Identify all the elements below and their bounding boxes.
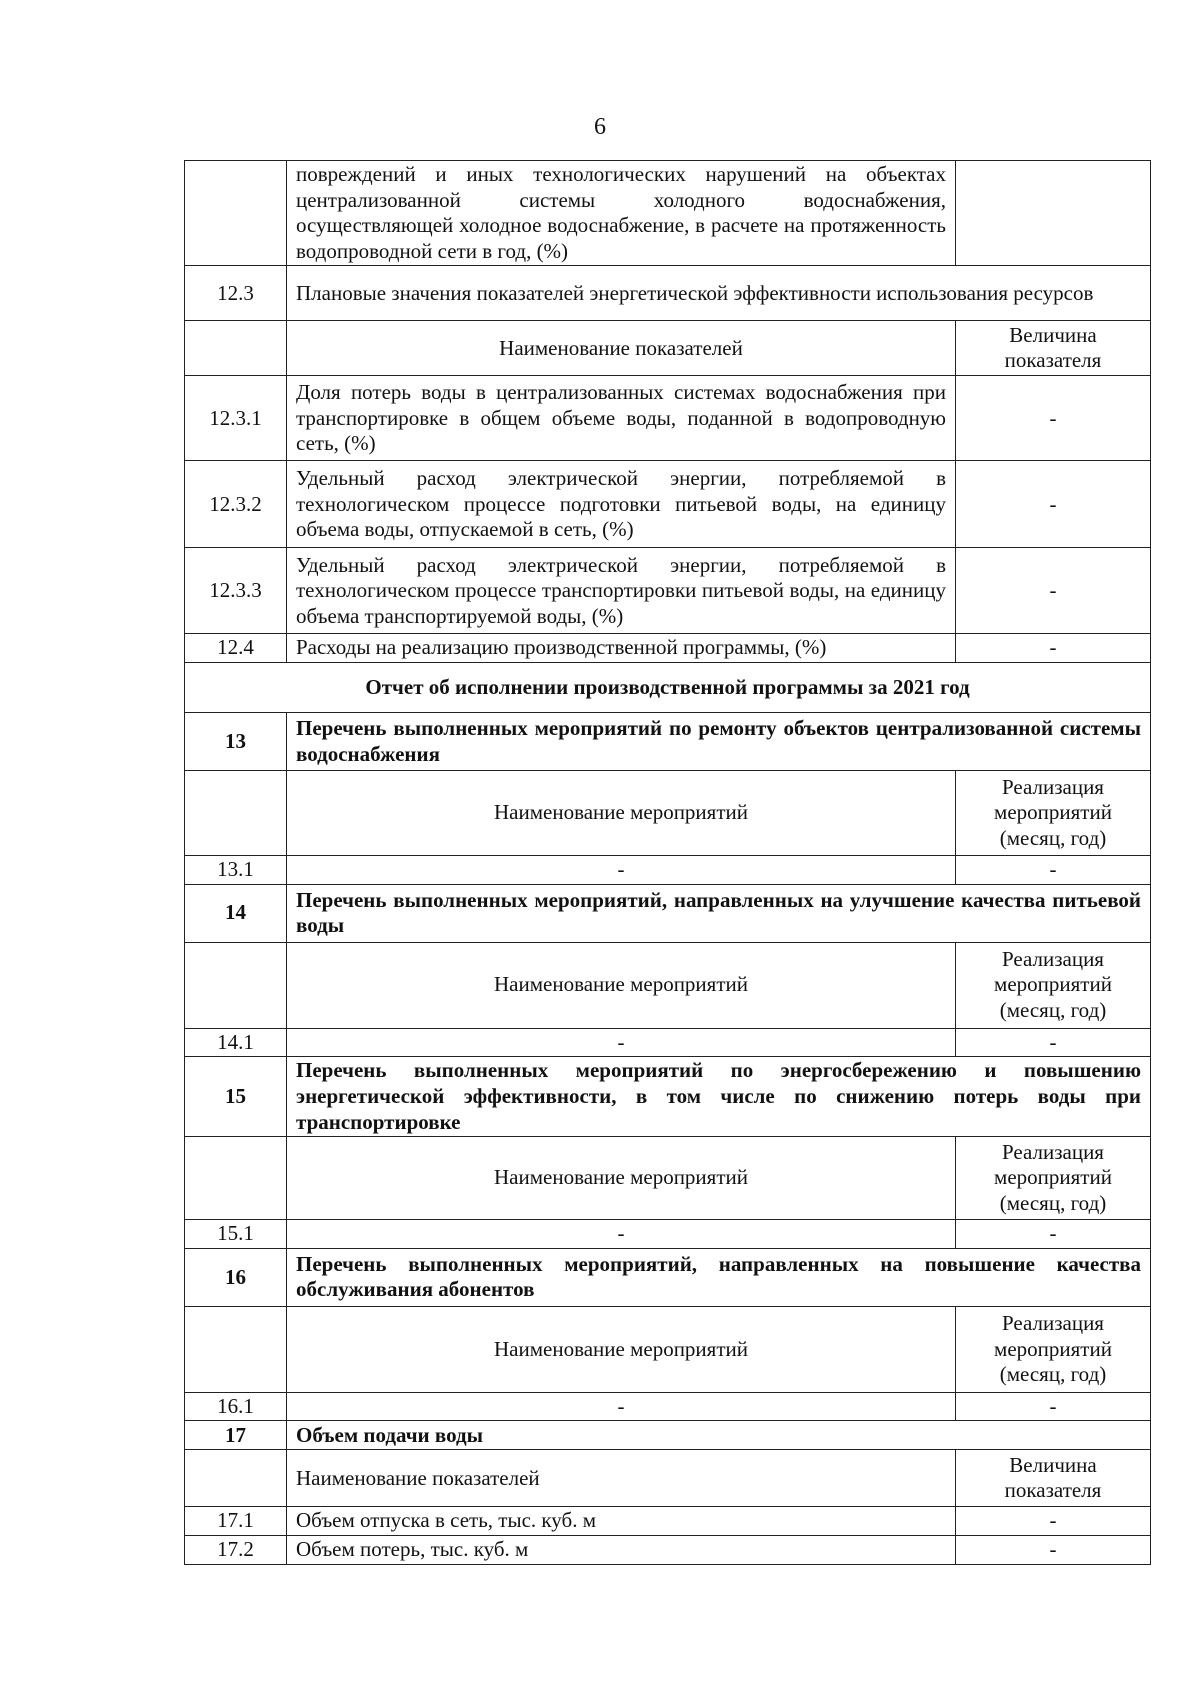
column-header-value: Величина показателя [956, 321, 1151, 376]
row-number-cell [185, 1306, 287, 1392]
section-title: Перечень выполненных мероприятий, направленных на повышение качества обслуживания абонентов [287, 1248, 1151, 1306]
section-number: 13 [185, 713, 287, 771]
table-row [185, 1220, 1151, 1249]
indicator-text: Удельный расход электрической энергии, потребляемой в технологическом процессе подготовки питьевой воды, на единицу объема воды, отпускаемой в сеть, (%) [287, 461, 956, 548]
row-number-cell [185, 942, 287, 1028]
section-number: 15 [185, 1057, 287, 1137]
row-number: 15.1 [185, 1220, 287, 1249]
table-row [185, 161, 1151, 266]
table-row [185, 1137, 1151, 1220]
table-row [185, 1306, 1151, 1392]
column-header-name: Наименование мероприятий [287, 942, 956, 1028]
indicator-value: - [956, 1536, 1151, 1565]
indicator-value: - [956, 634, 1151, 663]
table-row [185, 663, 1151, 713]
indicator-value: - [956, 376, 1151, 461]
section-number: 16 [185, 1248, 287, 1306]
table-row [185, 1057, 1151, 1137]
table-row [185, 1421, 1151, 1450]
table-row [185, 1248, 1151, 1306]
row-number: 12.4 [185, 634, 287, 663]
row-number: 12.3.3 [185, 548, 287, 634]
row-number: 12.3.1 [185, 376, 287, 461]
value-cell [956, 161, 1151, 266]
row-number-cell [185, 771, 287, 856]
row-number: 14.1 [185, 1028, 287, 1057]
table-row [185, 771, 1151, 856]
section-title: Перечень выполненных мероприятий, направленных на улучшение качества питьевой воды [287, 884, 1151, 942]
table-row [185, 1028, 1151, 1057]
indicator-value: - [956, 548, 1151, 634]
indicators-table [184, 160, 1151, 1565]
column-header-name: Наименование мероприятий [287, 1137, 956, 1220]
activity-value: - [956, 1028, 1151, 1057]
row-number-cell [185, 1450, 287, 1507]
row-number: 17.2 [185, 1536, 287, 1565]
table-row [185, 1450, 1151, 1507]
indicator-value: - [956, 461, 1151, 548]
row-number: 17.1 [185, 1507, 287, 1536]
table-row [185, 942, 1151, 1028]
row-number: 16.1 [185, 1392, 287, 1421]
table-row [185, 461, 1151, 548]
indicator-text: повреждений и иных технологических нарушений на объектах централизованной системы холодного водоснабжения, осуществляющей холодное водоснабжение, в расчете на протяженность водопроводной сети в год, (%) [287, 161, 956, 266]
row-number-cell [185, 1137, 287, 1220]
page-number: 6 [594, 114, 606, 140]
column-header-name: Наименование показателей [287, 1450, 956, 1507]
column-header-value: Реализация мероприятий (месяц, год) [956, 1137, 1151, 1220]
activity-name: - [287, 1220, 956, 1249]
row-number: 13.1 [185, 856, 287, 885]
section-number: 14 [185, 884, 287, 942]
table-row [185, 266, 1151, 321]
column-header-value: Реализация мероприятий (месяц, год) [956, 1306, 1151, 1392]
table-row [185, 1507, 1151, 1536]
report-heading: Отчет об исполнении производственной программы за 2021 год [185, 663, 1151, 713]
row-number: 12.3 [185, 266, 287, 321]
indicator-text: Объем потерь, тыс. куб. м [287, 1536, 956, 1565]
activity-name: - [287, 1392, 956, 1421]
section-title: Объем подачи воды [287, 1421, 1151, 1450]
row-number-cell [185, 321, 287, 376]
table-row [185, 713, 1151, 771]
indicator-text: Удельный расход электрической энергии, потребляемой в технологическом процессе транспортировки питьевой воды, на единицу объема транспортируемой воды, (%) [287, 548, 956, 634]
row-number-cell [185, 161, 287, 266]
activity-value: - [956, 1392, 1151, 1421]
section-text: Плановые значения показателей энергетической эффективности использования ресурсов [287, 266, 1151, 321]
activity-value: - [956, 1220, 1151, 1249]
activity-value: - [956, 856, 1151, 885]
section-title: Перечень выполненных мероприятий по ремонту объектов централизованной системы водоснабжения [287, 713, 1151, 771]
activity-name: - [287, 1028, 956, 1057]
column-header-value: Величина показателя [956, 1450, 1151, 1507]
table-row [185, 884, 1151, 942]
activity-name: - [287, 856, 956, 885]
row-number: 12.3.2 [185, 461, 287, 548]
table-row [185, 376, 1151, 461]
section-number: 17 [185, 1421, 287, 1450]
column-header-name: Наименование мероприятий [287, 771, 956, 856]
table-row [185, 548, 1151, 634]
indicator-text: Доля потерь воды в централизованных системах водоснабжения при транспортировке в общем объеме воды, поданной в водопроводную сеть, (%) [287, 376, 956, 461]
table-row [185, 856, 1151, 885]
indicator-text: Расходы на реализацию производственной программы, (%) [287, 634, 956, 663]
table-row [185, 1536, 1151, 1565]
table-row [185, 1392, 1151, 1421]
indicator-text: Объем отпуска в сеть, тыс. куб. м [287, 1507, 956, 1536]
column-header-name: Наименование показателей [287, 321, 956, 376]
column-header-value: Реализация мероприятий (месяц, год) [956, 771, 1151, 856]
table-row [185, 321, 1151, 376]
column-header-value: Реализация мероприятий (месяц, год) [956, 942, 1151, 1028]
column-header-name: Наименование мероприятий [287, 1306, 956, 1392]
indicator-value: - [956, 1507, 1151, 1536]
table-row [185, 634, 1151, 663]
section-title: Перечень выполненных мероприятий по энергосбережению и повышению энергетической эффективности, в том числе по снижению потерь воды при транспортировке [287, 1057, 1151, 1137]
